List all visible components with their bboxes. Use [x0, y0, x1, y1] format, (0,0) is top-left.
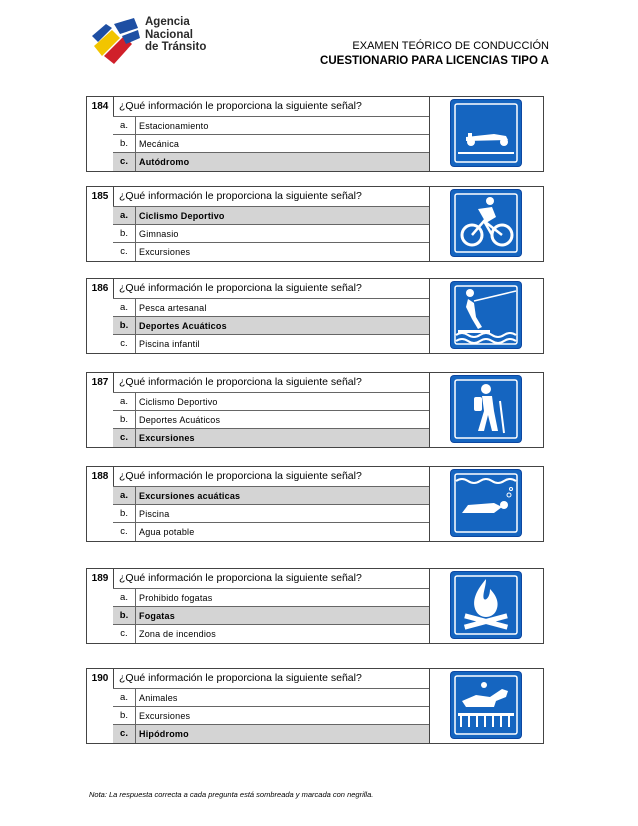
question-text: ¿Qué información le proporciona la siguiente señal? — [119, 672, 362, 684]
option-text: Estacionamiento — [139, 121, 209, 131]
question-text: ¿Qué información le proporciona la siguiente señal? — [119, 572, 362, 584]
question-number: 185 — [87, 187, 114, 206]
option-b-correct — [113, 316, 429, 335]
agency-line1: Agencia — [145, 16, 190, 28]
option-a — [113, 688, 429, 707]
question-box — [86, 372, 430, 448]
question-box — [86, 186, 430, 262]
traffic-sign — [451, 572, 521, 638]
option-letter: b. — [113, 317, 136, 335]
campfire-icon — [454, 575, 518, 635]
option-letter: b. — [113, 225, 136, 243]
option-a-correct — [113, 486, 429, 505]
option-c-correct — [113, 152, 429, 171]
option-a-correct — [113, 206, 429, 225]
question-text: ¿Qué información le proporciona la siguiente señal? — [119, 282, 362, 294]
question-text: ¿Qué información le proporciona la siguiente señal? — [119, 100, 362, 112]
option-letter: c. — [113, 523, 136, 541]
option-text: Hipódromo — [139, 729, 189, 739]
option-b — [113, 504, 429, 523]
question-number: 184 — [87, 97, 114, 116]
option-letter: c. — [113, 625, 136, 643]
sign-cell — [430, 186, 544, 262]
option-text: Excursiones — [139, 433, 195, 443]
option-text: Prohibido fogatas — [139, 593, 213, 603]
option-text: Deportes Acuáticos — [139, 415, 221, 425]
option-c — [113, 522, 429, 541]
option-letter: b. — [113, 707, 136, 725]
option-letter: a. — [113, 393, 136, 411]
water-ski-icon — [454, 285, 518, 345]
sign-cell — [430, 96, 544, 172]
option-text: Autódromo — [139, 157, 190, 167]
question-text: ¿Qué información le proporciona la siguiente señal? — [119, 190, 362, 202]
question-number: 189 — [87, 569, 114, 588]
exam-title: EXAMEN TEÓRICO DE CONDUCCIÓN — [352, 40, 549, 52]
question-number: 188 — [87, 467, 114, 486]
option-a — [113, 588, 429, 607]
option-letter: b. — [113, 607, 136, 625]
question-text: ¿Qué información le proporciona la siguiente señal? — [119, 470, 362, 482]
option-text: Fogatas — [139, 611, 175, 621]
sign-cell — [430, 278, 544, 354]
option-text: Gimnasio — [139, 229, 179, 239]
question-number: 186 — [87, 279, 114, 298]
option-text: Ciclismo Deportivo — [139, 397, 218, 407]
option-letter: c. — [113, 429, 136, 447]
option-b-correct — [113, 606, 429, 625]
agency-emblem-icon — [90, 16, 142, 68]
option-letter: a. — [113, 117, 136, 135]
option-c — [113, 334, 429, 353]
traffic-sign — [451, 190, 521, 256]
question-box — [86, 96, 430, 172]
option-letter: a. — [113, 207, 136, 225]
option-b — [113, 224, 429, 243]
footnote: Nota: La respuesta correcta a cada pregunta está sombreada y marcada con negrilla. — [89, 790, 374, 799]
option-c-correct — [113, 724, 429, 743]
option-text: Zona de incendios — [139, 629, 216, 639]
question-box — [86, 568, 430, 644]
agency-line2: Nacional — [145, 28, 193, 41]
option-c — [113, 624, 429, 643]
option-b — [113, 134, 429, 153]
option-letter: b. — [113, 135, 136, 153]
traffic-sign — [451, 470, 521, 536]
option-a — [113, 116, 429, 135]
option-b — [113, 410, 429, 429]
option-text: Piscina infantil — [139, 339, 200, 349]
question-text: ¿Qué información le proporciona la siguiente señal? — [119, 376, 362, 388]
option-letter: c. — [113, 243, 136, 261]
option-text: Mecánica — [139, 139, 180, 149]
sign-cell — [430, 568, 544, 644]
option-text: Piscina — [139, 509, 170, 519]
option-text: Agua potable — [139, 527, 195, 537]
sign-cell — [430, 668, 544, 744]
option-text: Excursiones acuáticas — [139, 491, 241, 501]
option-b — [113, 706, 429, 725]
option-text: Excursiones — [139, 711, 191, 721]
option-text: Animales — [139, 693, 178, 703]
option-c-correct — [113, 428, 429, 447]
option-letter: a. — [113, 299, 136, 317]
traffic-sign — [451, 376, 521, 442]
horse-racing-icon — [454, 675, 518, 735]
question-box — [86, 278, 430, 354]
question-box — [86, 668, 430, 744]
diver-icon — [454, 473, 518, 533]
race-car-icon — [454, 103, 518, 163]
traffic-sign — [451, 100, 521, 166]
option-c — [113, 242, 429, 261]
option-letter: a. — [113, 487, 136, 505]
option-letter: c. — [113, 153, 136, 171]
option-letter: b. — [113, 411, 136, 429]
option-a — [113, 298, 429, 317]
option-text: Deportes Acuáticos — [139, 321, 227, 331]
option-letter: c. — [113, 335, 136, 353]
option-text: Ciclismo Deportivo — [139, 211, 225, 221]
question-number: 187 — [87, 373, 114, 392]
option-text: Pesca artesanal — [139, 303, 207, 313]
cyclist-icon — [454, 193, 518, 253]
traffic-sign — [451, 282, 521, 348]
option-letter: a. — [113, 689, 136, 707]
sign-cell — [430, 372, 544, 448]
option-a — [113, 392, 429, 411]
sign-cell — [430, 466, 544, 542]
agency-name — [145, 16, 206, 54]
option-text: Excursiones — [139, 247, 191, 257]
hiker-icon — [454, 379, 518, 439]
option-letter: b. — [113, 505, 136, 523]
option-letter: a. — [113, 589, 136, 607]
exam-subtitle: CUESTIONARIO PARA LICENCIAS TIPO A — [320, 55, 549, 67]
question-number: 190 — [87, 669, 114, 688]
traffic-sign — [451, 672, 521, 738]
question-box — [86, 466, 430, 542]
agency-line3: de Tránsito — [145, 41, 207, 53]
agency-logo — [90, 12, 220, 74]
option-letter: c. — [113, 725, 136, 743]
